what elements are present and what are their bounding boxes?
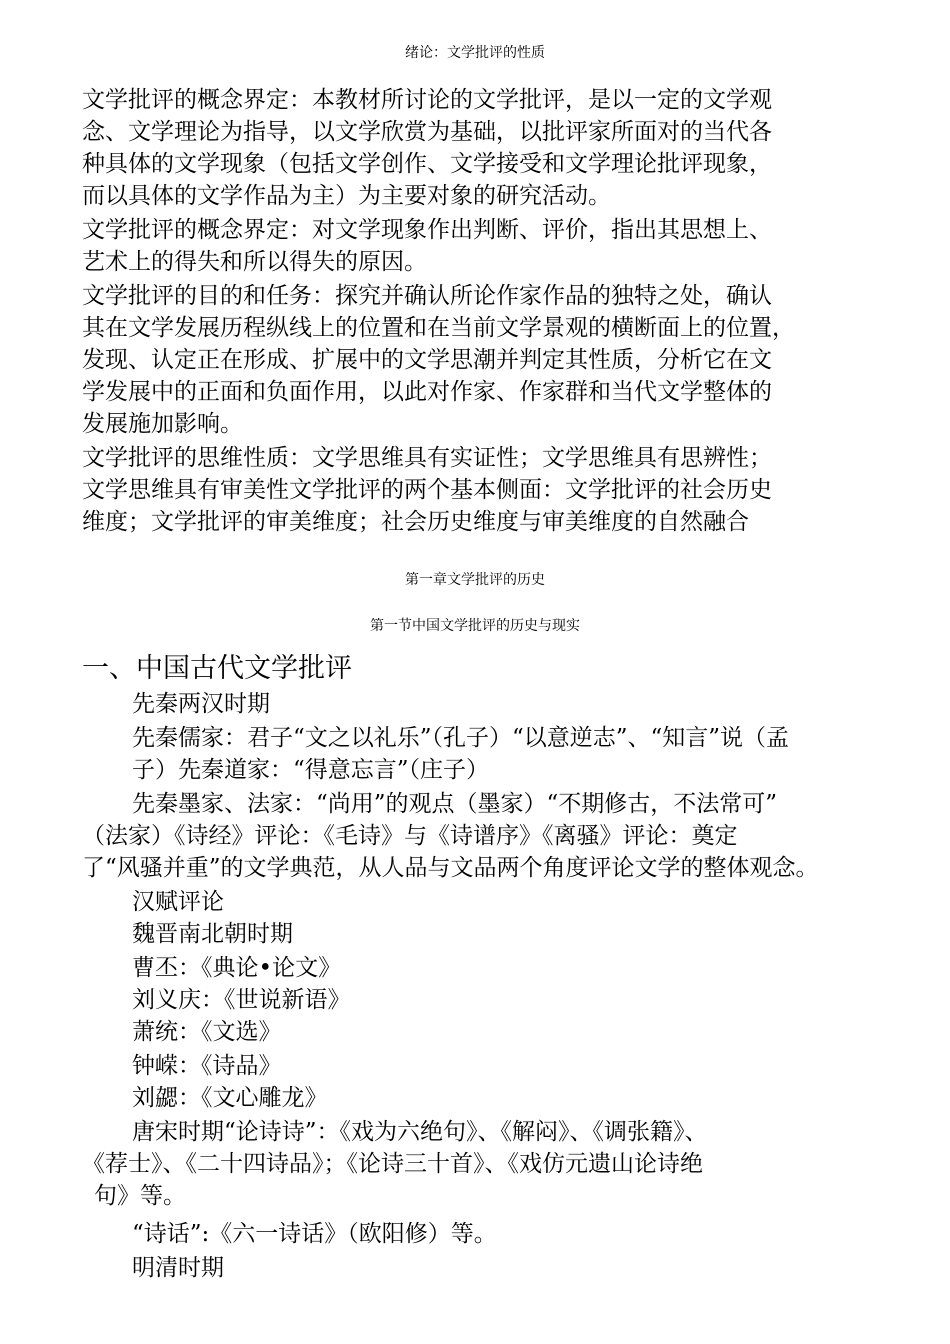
- chapter-line: 钟嵘：《诗品》: [132, 1053, 282, 1079]
- chapter-line: 魏晋南北朝时期: [132, 921, 293, 947]
- chapter-line: 刘义庆：《世说新语》: [132, 987, 351, 1013]
- chapter-line: （法家）《诗经》评论：《毛诗》与《诗谱序》《离骚》评论：奠定: [82, 823, 738, 849]
- intro-line: 维度；文学批评的审美维度；社会历史维度与审美维度的自然融合: [82, 509, 749, 535]
- intro-line: 学发展中的正面和负面作用，以此对作家、作家群和当代文学整体的: [82, 379, 772, 405]
- chapter-line: 汉赋评论: [132, 889, 224, 915]
- chapter-line: 曹丕：《典论•论文》: [132, 955, 342, 981]
- intro-line: 文学批评的目的和任务：探究并确认所论作家作品的独特之处，确认: [82, 283, 772, 309]
- intro-line: 艺术上的得失和所以得失的原因。: [82, 249, 427, 275]
- section-title: 第一节中国文学批评的历史与现实: [370, 618, 580, 634]
- intro-title: 绪论：文学批评的性质: [405, 45, 545, 61]
- chapter-line: 萧统：《文选》: [132, 1019, 282, 1045]
- intro-line: 文学批评的思维性质：文学思维具有实证性；文学思维具有思辨性；: [82, 445, 772, 471]
- chapter-line: 《荐士》、《二十四诗品》；《论诗三十首》、《戏仿元遗山论诗绝: [82, 1151, 703, 1177]
- intro-line: 发现、认定正在形成、扩展中的文学思潮并判定其性质，分析它在文: [82, 347, 772, 373]
- intro-line: 其在文学发展历程纵线上的位置和在当前文学景观的横断面上的位置，: [82, 315, 795, 341]
- chapter-line: 句》等。: [94, 1183, 186, 1209]
- intro-line: 发展施加影响。: [82, 411, 243, 437]
- intro-line: 文学批评的概念界定：对文学现象作出判断、评价，指出其思想上、: [82, 217, 772, 243]
- intro-line: 而以具体的文学作品为主）为主要对象的研究活动。: [82, 183, 611, 209]
- intro-line: 种具体的文学现象（包括文学创作、文学接受和文学理论批评现象，: [82, 151, 772, 177]
- chapter-line: 先秦墨家、法家：“尚用”的观点（墨家）“不期修古，不法常可”: [132, 791, 778, 817]
- chapter-line: 了“风骚并重”的文学典范，从人品与文品两个角度评论文学的整体观念。: [82, 855, 819, 881]
- chapter-line: “诗话”:《六一诗话》（欧阳修）等。: [132, 1221, 497, 1247]
- intro-line: 念、文学理论为指导，以文学欣赏为基础，以批评家所面对的当代各: [82, 119, 772, 145]
- intro-line: 文学批评的概念界定：本教材所讨论的文学批评，是以一定的文学观: [82, 87, 772, 113]
- chapter-line: 子）先秦道家：“得意忘言”（庄子）: [132, 757, 490, 783]
- chapter-line: 先秦两汉时期: [132, 691, 270, 717]
- chapter-title: 第一章文学批评的历史: [405, 572, 545, 588]
- chapter-line: 明清时期: [132, 1255, 224, 1281]
- chapter-line: 刘勰：《文心雕龙》: [132, 1085, 328, 1111]
- chapter-line: 唐宋时期“论诗诗”：《戏为六绝句》、《解闷》、《调张籍》、: [132, 1119, 708, 1145]
- intro-line: 文学思维具有审美性文学批评的两个基本侧面：文学批评的社会历史: [82, 477, 772, 503]
- subsection-heading: 一、中国古代文学批评: [82, 653, 352, 684]
- chapter-line: 先秦儒家：君子“文之以礼乐”（孔子）“以意逆志”、“知言”说（孟: [132, 725, 790, 751]
